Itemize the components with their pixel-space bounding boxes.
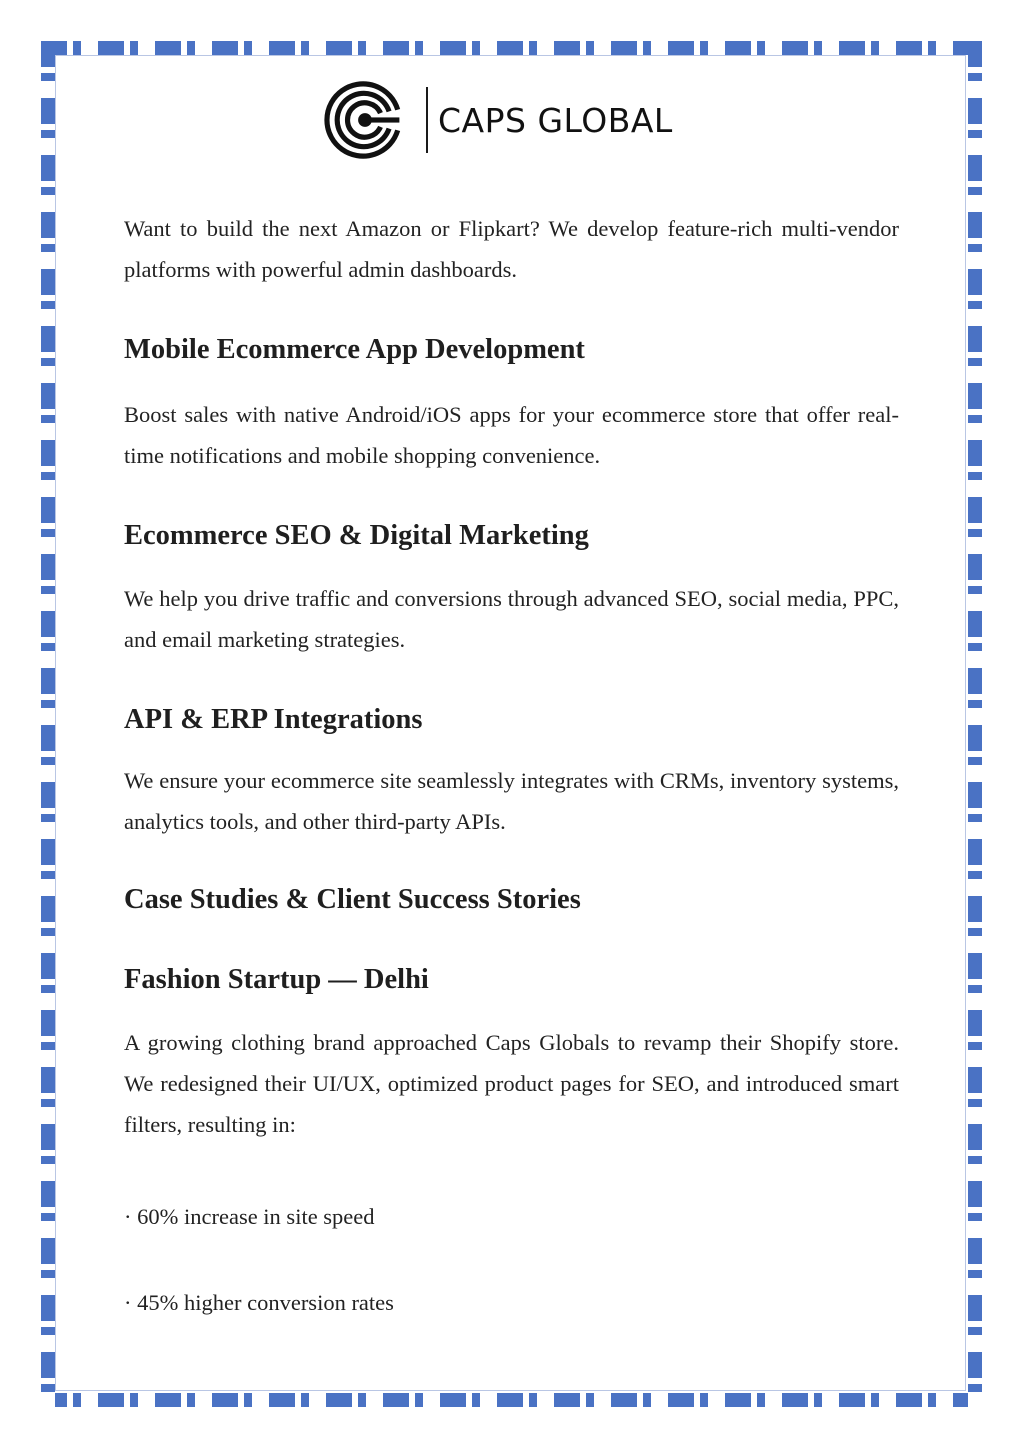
section-heading-mobile-app: Mobile Ecommerce App Development [124,334,585,365]
section-body-seo: We help you drive traffic and conversions through advanced SEO, social media, PPC, and email marketing strategies. [124,586,899,652]
brand-logo [322,78,673,162]
logo-divider [426,87,428,153]
section-body-mobile-app: Boost sales with native Android/iOS apps for your ecommerce store that offer real-time notifications and mobile shopping convenience. [124,402,899,468]
document-body [124,208,899,1318]
case-body: A growing clothing brand approached Caps Globals to revamp their Shopify store. We redesigned their UI/UX, optimized product pages for SEO, and introduced smart filters, resulting in: [124,1030,899,1137]
page-border-top [41,41,982,55]
case-studies-heading: Case Studies & Client Success Stories [124,884,581,915]
result-item: · 60% increase in site speed [124,1204,375,1229]
intro-paragraph: Want to build the next Amazon or Flipkart? We develop feature-rich multi-vendor platforms with powerful admin dashboards. [124,216,899,282]
result-item: · 45% higher conversion rates [124,1290,394,1315]
section-heading-seo: Ecommerce SEO & Digital Marketing [124,520,589,551]
caps-global-logo-icon [322,77,408,163]
page-border-right [968,41,982,1407]
page-border-bottom [41,1393,982,1407]
section-heading-api: API & ERP Integrations [124,704,423,735]
brand-name: CAPS GLOBAL [438,100,673,140]
case-heading: Fashion Startup — Delhi [124,964,429,995]
page-border-left [41,41,55,1407]
section-body-api: We ensure your ecommerce site seamlessly integrates with CRMs, inventory systems, analytics tools, and other third-party APIs. [124,768,899,834]
